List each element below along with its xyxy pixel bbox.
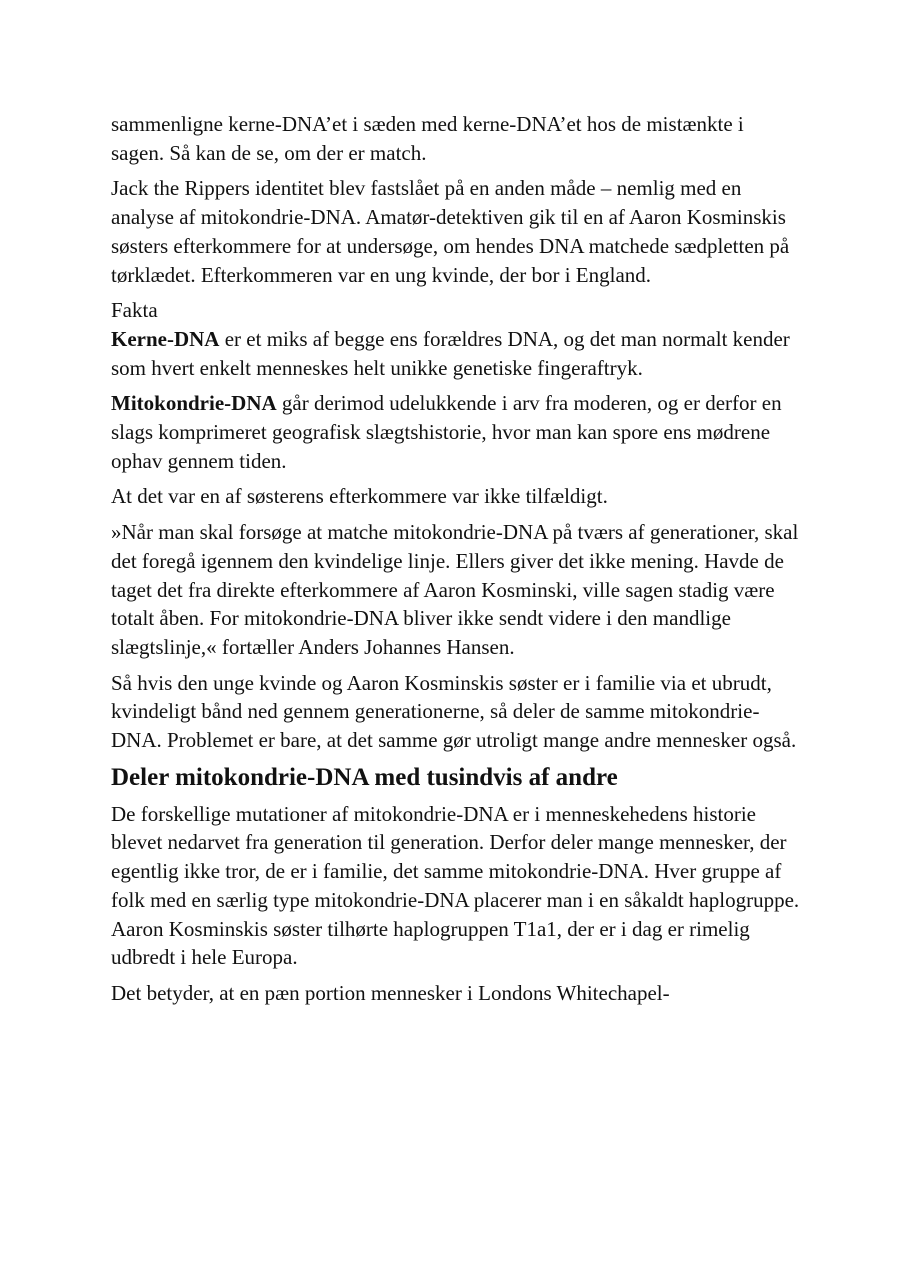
quote-paragraph: »Når man skal forsøge at matche mitokondrie-DNA på tværs af generationer, skal det foregå igennem den kvindelige linje. Ellers giver det ikke mening. Havde de taget det fra direkte efterkommere af Aaron Kosminski, ville sagen stadig være totalt åben. For mitokondrie-DNA bliver ikke sendt videre i den mandlige slægtslinje,« fortæller Anders Johannes Hansen. bbox=[111, 520, 799, 659]
paragraph: Jack the Rippers identitet blev fastslået på en anden måde – nemlig med en analyse af mitokondrie-DNA. Amatør-detektiven gik til en af Aaron Kosminskis søsters efterkommere for at undersøge, om hendes DNA matchede sædpletten på tørklædet. Efterkommeren var en ung kvinde, der bor i England. bbox=[111, 176, 790, 287]
fact-definition: går derimod udelukkende i arv fra moderen, og er derfor en slags komprimeret geografisk slægtshistorie, hvor man kan spore ens mødrene ophav gennem tiden. bbox=[111, 391, 782, 473]
document-page bbox=[111, 110, 801, 1015]
fact-term: Mitokondrie-DNA bbox=[111, 391, 277, 416]
fact-mitokondrie-dna bbox=[111, 389, 801, 475]
paragraph: De forskellige mutationer af mitokondrie-DNA er i menneskehedens historie blevet nedarvet fra generation til generation. Derfor deler mange mennesker, der egentlig ikke tror, de er i familie, det samme mitokondrie-DNA. Hver gruppe af folk med en særlig type mitokondrie-DNA placerer man i en såkaldt haplogruppe. Aaron Kosminskis søster tilhørte haplogruppen T1a1, der er i dag er rimelig udbredt i hele Europa. bbox=[111, 801, 800, 970]
fact-box-label: Fakta bbox=[111, 298, 158, 323]
fact-box bbox=[111, 296, 801, 475]
fact-definition: er et miks af begge ens forældres DNA, og det man normalt kender som hvert enkelt menneskes helt unikke genetiske fingeraftryk. bbox=[111, 326, 790, 380]
section-heading: Deler mitokondrie-DNA med tusindvis af andre bbox=[111, 763, 618, 791]
paragraph: sammenligne kerne-DNA’et i sæden med kerne-DNA’et hos de mistænkte i sagen. Så kan de se, om der er match. bbox=[111, 112, 744, 165]
paragraph: Så hvis den unge kvinde og Aaron Kosminskis søster er i familie via et ubrudt, kvindeligt bånd ned gennem generationerne, så deler de samme mitokondrie-DNA. Problemet er bare, at det samme gør utroligt mange andre mennesker også. bbox=[111, 670, 797, 753]
fact-term: Kerne-DNA bbox=[111, 326, 220, 351]
paragraph: At det var en af søsterens efterkommere var ikke tilfældigt. bbox=[111, 484, 608, 509]
paragraph: Det betyder, at en pæn portion mennesker i Londons Whitechapel- bbox=[111, 980, 670, 1005]
fact-kerne-dna bbox=[111, 325, 801, 382]
